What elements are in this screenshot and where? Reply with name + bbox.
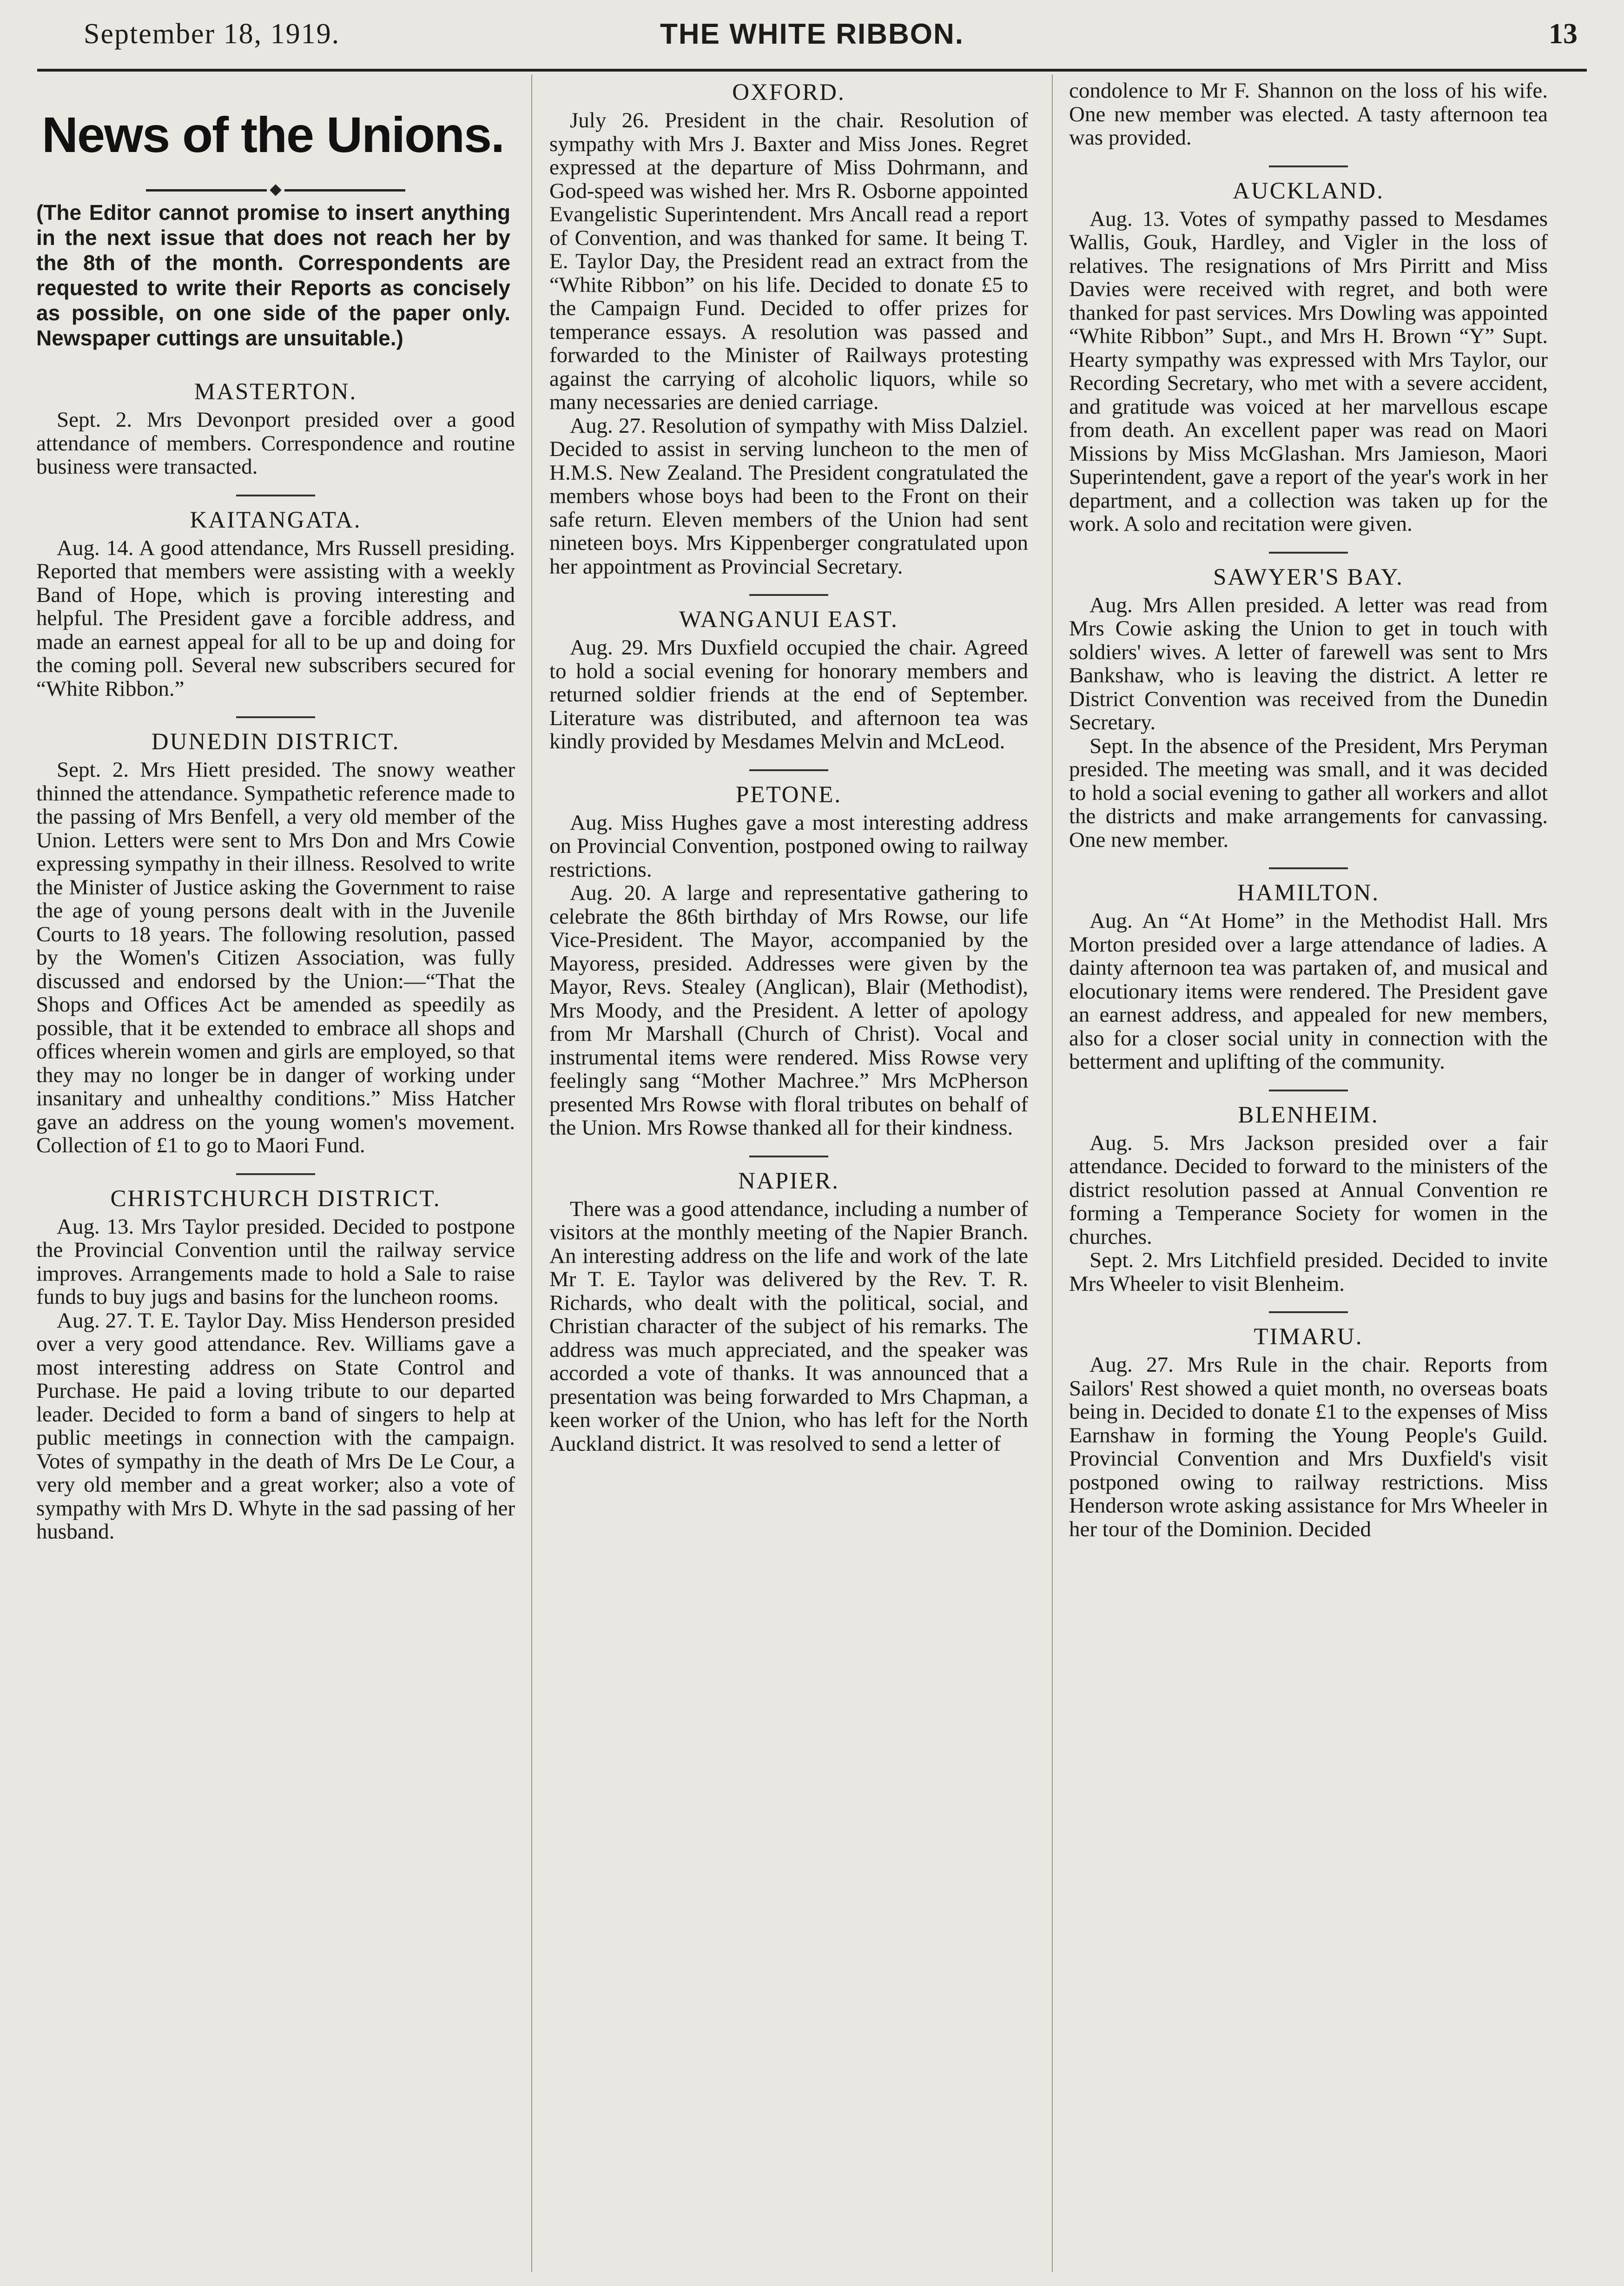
running-header: [37, 13, 1587, 59]
section-banner: News of the Unions.: [42, 106, 504, 163]
report-paragraph: July 26. President in the chair. Resolution of sympathy with Mrs J. Baxter and Miss Jones. Regret expressed at the departure of Miss Dohrmann, and God-speed was wished her. Mrs R. Osborne appointed Evangelistic Superintendent. Mrs Ancall read a report of Convention, and was thanked for same. It being T. E. Taylor Day, the President read an extract from the “White Ribbon” on his life. Decided to donate £5 to the Campaign Fund. Decided to offer prizes for temperance essays. A resolution was passed and forwarded to the Minister of Railways protesting against the carrying of alcoholic liquors, while so many necessaries are denied carriage.: [549, 108, 1028, 414]
report-heading: OXFORD.: [732, 79, 845, 106]
report-heading: MASTERTON.: [194, 379, 357, 405]
report-masterton: [36, 378, 515, 479]
section-divider: [236, 1173, 315, 1175]
report-paragraph: Sept. 2. Mrs Litchfield presided. Decided to invite Mrs Wheeler to visit Blenheim.: [1069, 1248, 1548, 1296]
header-rule: [37, 69, 1587, 72]
report-petone: [549, 781, 1028, 1140]
section-divider: [749, 594, 828, 596]
report-paragraph: Aug. 29. Mrs Duxfield occupied the chair. Agreed to hold a social evening for honorary members and returned soldier friends at the end of September. Literature was distributed, and afternoon tea was kindly provided by Mesdames Melvin and McLeod.: [549, 635, 1028, 753]
report-wanganui-east: [549, 606, 1028, 753]
report-paragraph: Aug. 13. Mrs Taylor presided. Decided to postpone the Provincial Convention until the railway service improves. Arrangements made to hold a Sale to raise funds to buy jugs and basins for the luncheon rooms.: [36, 1214, 515, 1309]
column-3: [1069, 79, 1548, 1541]
section-divider: [1269, 165, 1348, 167]
column-2: [549, 79, 1028, 1455]
column-rule: [531, 74, 532, 2272]
editor-note: (The Editor cannot promise to insert anything in the next issue that does not reach her by the 8th of the month. Correspondents are requested to write their Reports as concisely as possible, on one side of the paper only. Newspaper cuttings are unsuitable.): [36, 200, 510, 350]
report-heading: CHRISTCHURCH DISTRICT.: [110, 1185, 441, 1212]
report-oxford: [549, 79, 1028, 578]
section-divider: [749, 769, 828, 771]
report-paragraph: Aug. Mrs Allen presided. A letter was read from Mrs Cowie asking the Union to get in touch with soldiers' wives. A letter of farewell was sent to Mrs Bankshaw, who is leaving the district. A letter re District Convention was received from the Dunedin Secretary.: [1069, 593, 1548, 734]
report-heading: PETONE.: [735, 781, 842, 808]
report-napier: [549, 1168, 1028, 1456]
section-divider: [1269, 867, 1348, 869]
report-heading: KAITANGATA.: [190, 507, 362, 533]
report-paragraph: Sept. 2. Mrs Hiett presided. The snowy weather thinned the attendance. Sympathetic reference made to the passing of Mrs Benfell, a very old member of the Union. Letters were sent to Mrs Don and Mrs Cowie expressing sympathy in their illness. Resolved to write the Minister of Justice asking the Government to raise the age of young persons dealt with in the Juvenile Courts to 18 years. The following resolution, passed by the Women's Citizen Association, was fully discussed and endorsed by the Union:—“That the Shops and Offices Act be amended as speedily as possible, that it be extended to embrace all shops and offices wherein women and girls are employed, so that they may no longer be in danger of working under insanitary and unhealthy conditions.” Miss Hatcher gave an address on the young women's movement. Collection of £1 to go to Maori Fund.: [36, 758, 515, 1157]
report-blenheim: [1069, 1102, 1548, 1296]
report-paragraph: Aug. 27. Mrs Rule in the chair. Reports from Sailors' Rest showed a quiet month, no overseas boats being in. Decided to donate £1 to the expenses of Miss Earnshaw in forming the Young People's Guild. Provincial Convention and Mrs Duxfield's visit postponed owing to railway restrictions. Miss Henderson wrote asking assistance for Mrs Wheeler in her tour of the Dominion. Decided: [1069, 1353, 1548, 1541]
publication-title: THE WHITE RIBBON.: [660, 18, 964, 50]
report-paragraph: Sept. In the absence of the President, Mrs Peryman presided. The meeting was small, and it was decided to hold a social evening to gather all workers and allot the districts and make arrangements for canvassing. One new member.: [1069, 733, 1548, 852]
section-divider: [749, 1156, 828, 1157]
report-kaitangata: [36, 507, 515, 701]
report-paragraph: Aug. An “At Home” in the Methodist Hall. Mrs Morton presided over a large attendance of ladies. A dainty afternoon tea was partaken of, and musical and elocutionary items were rendered. The President gave an earnest address, and appealed for new members, also for a closer social unity in connection with the betterment and uplifting of the community.: [1069, 909, 1548, 1074]
section-divider: [236, 495, 315, 496]
report-dunedin: [36, 728, 515, 1157]
report-heading: TIMARU.: [1254, 1324, 1363, 1350]
report-sawyers-bay: [1069, 564, 1548, 852]
section-divider: [236, 716, 315, 718]
report-paragraph: There was a good attendance, including a number of visitors at the monthly meeting of the Napier Branch. An interesting address on the life and work of the late Mr T. E. Taylor was delivered by the Rev. T. R. Richards, who dealt with the political, social, and Christian character of the subject of his remarks. The address was much appreciated, and the speaker was accorded a vote of thanks. It was announced that a presentation was being forwarded to Mrs Chapman, a keen worker of the Union, who has left for the North Auckland district. It was resolved to send a letter of: [549, 1196, 1028, 1456]
section-divider: [1269, 552, 1348, 554]
report-christchurch: [36, 1185, 515, 1544]
column-1: [36, 79, 515, 1544]
section-divider: [1269, 1311, 1348, 1313]
report-paragraph: Aug. 14. A good attendance, Mrs Russell presiding. Reported that members were assisting with a weekly Band of Hope, which is proving interesting and helpful. The President gave a forcible address, and made an earnest appeal for all to be up and doing for the coming poll. Several new subscribers secured for “White Ribbon.”: [36, 535, 515, 701]
report-paragraph: Aug. Miss Hughes gave a most interesting address on Provincial Convention, postponed owing to railway restrictions.: [549, 810, 1028, 882]
report-paragraph: Aug. 27. Resolution of sympathy with Miss Dalziel. Decided to assist in serving luncheon to the men of H.M.S. New Zealand. The President congratulated the members whose boys had been to the Front on their safe return. Eleven members of the Union had sent nineteen boys. Mrs Kippenberger congratulated upon her appointment as Provincial Secretary.: [549, 413, 1028, 579]
report-paragraph: Sept. 2. Mrs Devonport presided over a good attendance of members. Correspondence and routine business were transacted.: [36, 408, 515, 479]
issue-date: September 18, 1919.: [84, 18, 340, 50]
report-auckland: [1069, 178, 1548, 536]
report-heading: AUCKLAND.: [1233, 178, 1384, 204]
ornament-divider: [36, 177, 515, 186]
report-paragraph: Aug. 20. A large and representative gathering to celebrate the 86th birthday of Mrs Rowse, our life Vice-President. The Mayor, accompanied by the Mayoress, presided. Addresses were given by the Mayor, Revs. Stealey (Anglican), Blair (Methodist), Mrs Moody, and the President. A letter of apology from Mr Marshall (Church of Christ). Vocal and instrumental items were rendered. Miss Rowse very feelingly sang “Mother Machree.” Mrs McPherson presented Mrs Rowse with floral tributes on behalf of the Union. Mrs Rowse thanked all for their kindness.: [549, 881, 1028, 1140]
report-heading: NAPIER.: [738, 1168, 839, 1194]
report-paragraph: Aug. 13. Votes of sympathy passed to Mesdames Wallis, Gouk, Hardley, and Vigler in the loss of relatives. The resignations of Mrs Pirritt and Miss Davies were received with regret, and both were thanked for past services. Mrs Dowling was appointed “White Ribbon” Supt., and Mrs H. Brown “Y” Supt. Hearty sympathy was expressed with Mrs Taylor, our Recording Secretary, who met with a severe accident, and gratitude was voiced at her marvellous escape from death. An excellent paper was read on Maori Missions by Miss McGlashan. Mrs Jamieson, Maori Superintendent, gave a report of the year's work in her department, and a collection was taken up for the work. A solo and recitation were given.: [1069, 206, 1548, 536]
page-number: 13: [1549, 18, 1578, 50]
report-hamilton: [1069, 879, 1548, 1074]
report-heading: WANGANUI EAST.: [679, 607, 898, 633]
report-timaru: [1069, 1323, 1548, 1541]
report-heading: DUNEDIN DISTRICT.: [151, 729, 400, 755]
report-paragraph: condolence to Mr F. Shannon on the loss of his wife. One new member was elected. A tasty afternoon tea was provided.: [1069, 79, 1548, 150]
report-paragraph: Aug. 27. T. E. Taylor Day. Miss Henderson presided over a very good attendance. Rev. Williams gave a most interesting address on State Control and Purchase. He paid a loving tribute to our departed leader. Decided to form a band of singers to help at public meetings in connection with the campaign. Votes of sympathy in the death of Mrs De Le Cour, a very old member and a great worker; also a vote of sympathy with Mrs D. Whyte in the sad passing of her husband.: [36, 1308, 515, 1544]
report-heading: BLENHEIM.: [1238, 1102, 1379, 1128]
report-heading: HAMILTON.: [1237, 880, 1380, 906]
report-paragraph: Aug. 5. Mrs Jackson presided over a fair attendance. Decided to forward to the ministers of the district resolution passed at Annual Convention re forming a Temperance Society for women in the churches.: [1069, 1130, 1548, 1249]
section-divider: [1269, 1090, 1348, 1091]
report-napier-continued: [1069, 79, 1548, 150]
column-rule: [1052, 74, 1053, 2272]
report-heading: SAWYER'S BAY.: [1213, 564, 1404, 590]
